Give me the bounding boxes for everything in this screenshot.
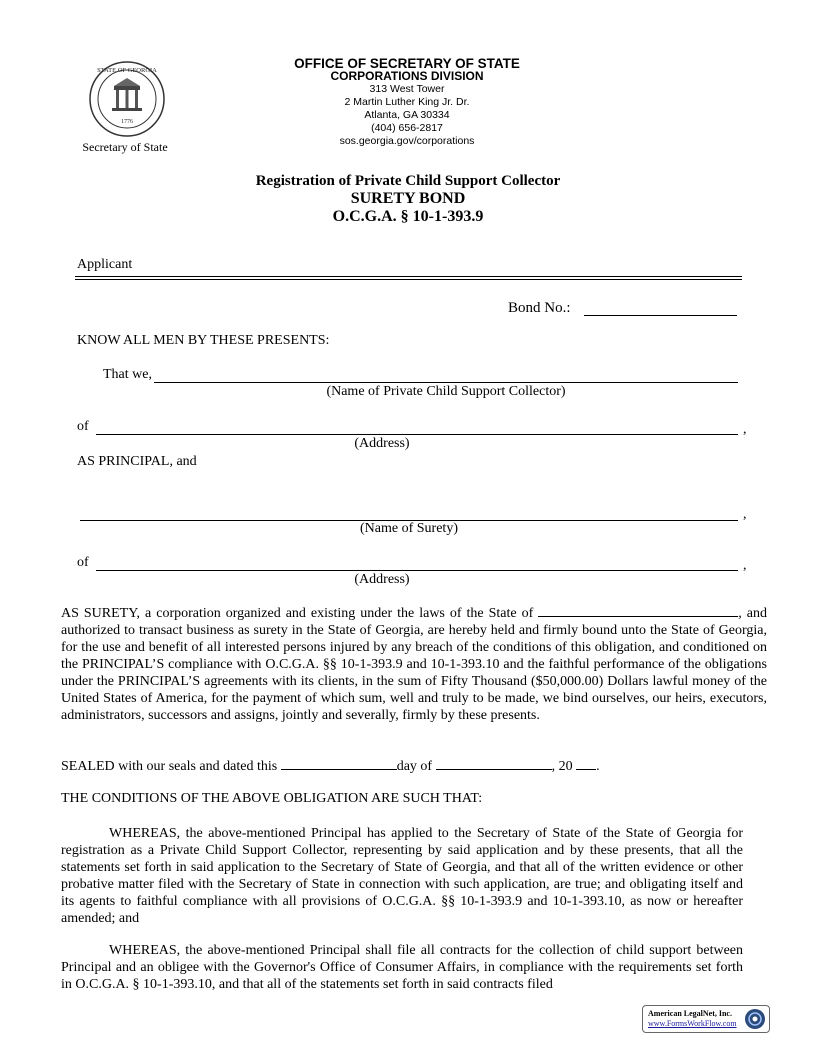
sealed-year-field[interactable] [576, 757, 596, 770]
phone-line: (404) 656-2817 [371, 122, 443, 134]
of-label: of [77, 555, 89, 570]
sealed-end: . [596, 759, 600, 774]
title-line-1: Registration of Private Child Support Collector [255, 173, 561, 189]
surety-address-field[interactable] [96, 570, 738, 571]
sealed-month-field[interactable] [436, 757, 552, 770]
address-caption: (Address) [354, 572, 410, 587]
principal-address-field[interactable] [96, 434, 738, 435]
applicant-label: Applicant [77, 257, 133, 272]
document-title [200, 172, 616, 226]
bond-no-field[interactable] [584, 315, 737, 316]
sealed-text-3: , 20 [551, 759, 573, 774]
that-we-label: That we, [103, 367, 152, 382]
comma: , [743, 507, 747, 522]
applicant-rule-top [75, 276, 742, 277]
seal-top-text: STATE OF GEORGIA [97, 67, 157, 74]
office-title: OFFICE OF SECRETARY OF STATE [294, 56, 520, 71]
whereas-paragraph-1: WHEREAS, the above-mentioned Principal has applied to the Secretary of State of the State of Georgia for registration as a Private Child Support Collector, representing by said application and by these presents, that all the statements set forth in said application to the Secretary of State of Georgia, and that all of the written evidence or other probative matter filed with the Secretary of State in connection with such application, are true; and obligating itself and its agents to faithful compliance with all provisions of O.C.G.A. §§ 10-1-393.9 and 10-1-393.10, as now or hereafter amended; and [61, 826, 743, 926]
footer-badge[interactable] [642, 1005, 770, 1033]
surety-paragraph: AS SURETY, a corporation organized and existing under the laws of the State of , and authorized to transact business as surety in the State of Georgia, are hereby held and firmly bound unto the State of Georgia, for the use and benefit of all interested persons injured by any breach of the conditions of this obligation, and conditioned on the PRINCIPAL’S compliance with O.C.G.A. §§ 10-1-393.9 and 10-1-393.10 and the faithful performance of the obligations under the PRINCIPAL’S agreements with its clients, in the sum of Fifty Thousand ($50,000.00) Dollars lawful money of the United States of America, for the payment of which sum, well and truly to be made, we bind ourselves, our heirs, executors, administrators, successors and assigns, jointly and severally, firmly by these presents. [61, 606, 767, 723]
globe-icon [744, 1008, 766, 1030]
as-principal-label: AS PRINCIPAL, and [77, 454, 197, 469]
address-line: 313 West Tower [369, 83, 445, 95]
whereas-paragraph-2: WHEREAS, the above-mentioned Principal shall file all contracts for the collection of child support between Principal and an obligee with the Governor's Office of Consumer Affairs, in compliance with the requirements set forth in O.C.G.A. § 10-1-393.10, and that all of the statements set forth in said contracts filed [61, 943, 743, 992]
footer-company: American LegalNet, Inc. [648, 1009, 732, 1018]
know-all-men: KNOW ALL MEN BY THESE PRESENTS: [77, 333, 330, 348]
footer-url[interactable]: www.FormsWorkFlow.com [648, 1019, 737, 1028]
division-title: CORPORATIONS DIVISION [330, 69, 484, 83]
title-line-3: O.C.G.A. § 10-1-393.9 [332, 208, 484, 225]
collector-name-caption: (Name of Private Child Support Collector) [326, 384, 566, 399]
sealed-line [61, 757, 767, 775]
title-line-2: SURETY BOND [350, 190, 466, 207]
address-line: Atlanta, GA 30334 [364, 109, 450, 121]
website-line: sos.georgia.gov/corporations [339, 135, 475, 147]
seal-year: 1776 [121, 119, 133, 125]
georgia-state-seal [88, 60, 166, 138]
sealed-date-field[interactable] [281, 757, 397, 770]
sealed-text-1: SEALED with our seals and dated this [61, 759, 278, 774]
comma: , [743, 558, 747, 573]
address-caption: (Address) [354, 436, 410, 451]
surety-text-rest: and authorized to transact business as surety in the State of Georgia, are hereby held and firmly bound unto the State of Georgia, for the use and benefit of all interested persons injured by any breach of the conditions of this obligation, and conditioned on the PRINCIPAL’S compliance with O.C.G.A. §§ 10-1-393.9 and 10-1-393.10 and the faithful performance of the obligations under the PRINCIPAL’S agreements with its clients, in the sum of Fifty Thousand ($50,000.00) Dollars lawful money of the United States of America, for the payment of which sum, well and truly to be made, we bind ourselves, our heirs, executors, administrators, successors and assigns, jointly and severally, firmly by these presents. [61, 606, 767, 723]
collector-name-field[interactable] [154, 382, 738, 383]
of-label: of [77, 419, 89, 434]
sealed-text-2: day of [396, 759, 433, 774]
surety-name-caption: (Name of Surety) [360, 521, 458, 536]
surety-text-start: AS SURETY, a corporation organized and existing under the laws of the State of [61, 606, 534, 621]
bond-no-label: Bond No.: [508, 300, 571, 316]
surety-state-field[interactable] [538, 604, 738, 617]
address-line: 2 Martin Luther King Jr. Dr. [344, 96, 470, 108]
comma: , [743, 422, 747, 437]
seal-caption: Secretary of State [82, 140, 168, 154]
conditions-heading: THE CONDITIONS OF THE ABOVE OBLIGATION ARE SUCH THAT: [61, 791, 483, 806]
office-header [267, 57, 547, 148]
applicant-rule-bottom [75, 279, 742, 280]
